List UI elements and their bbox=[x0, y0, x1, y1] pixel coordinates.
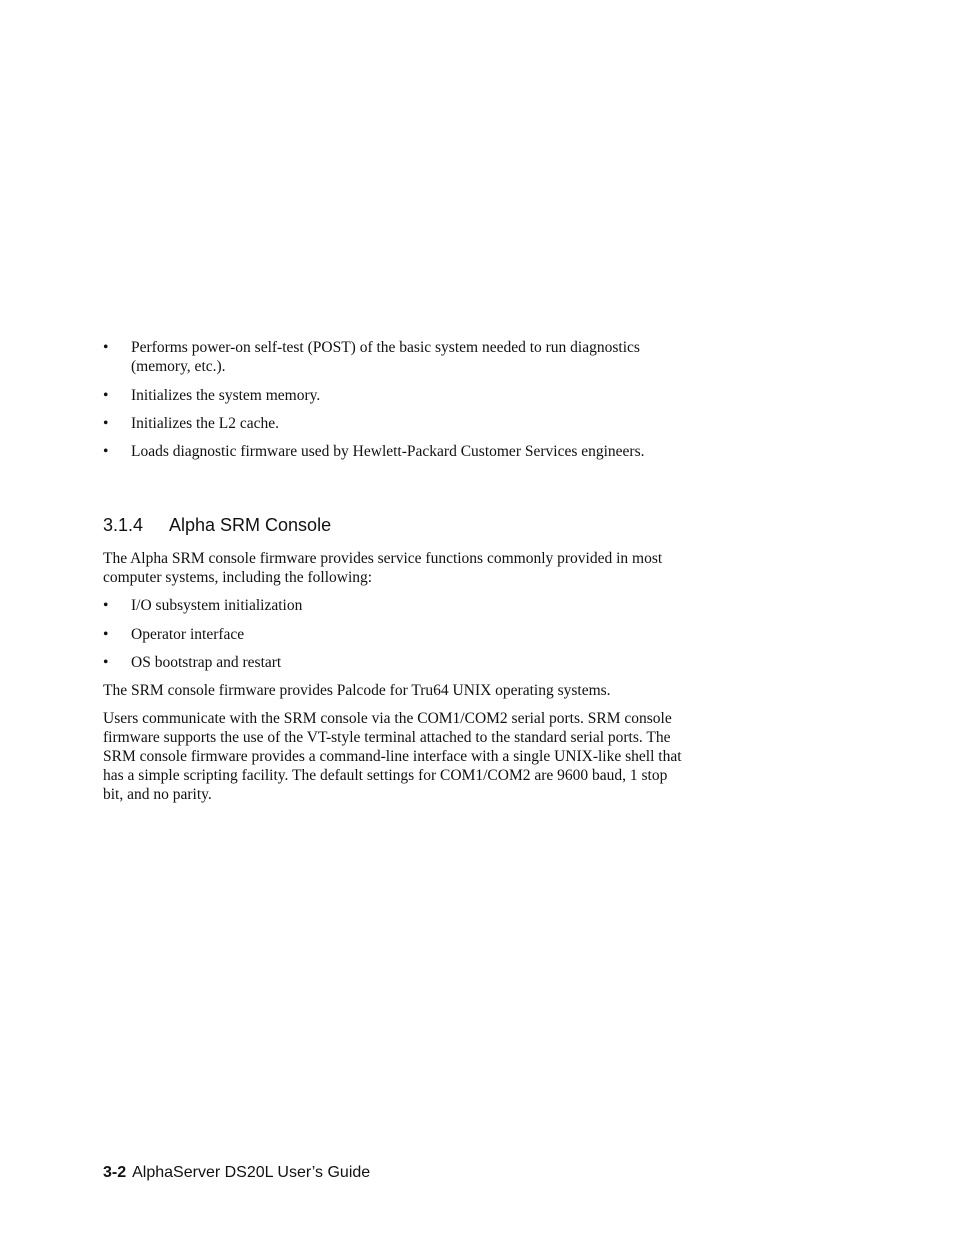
list-item: • I/O subsystem initialization bbox=[103, 597, 303, 614]
page-number: 3-2 bbox=[103, 1164, 127, 1181]
intro-paragraph: The Alpha SRM console firmware provides service functions commonly provided in most computer systems, including the following: bbox=[103, 550, 663, 586]
list-item: • Initializes the L2 cache. bbox=[103, 415, 280, 432]
section-body bbox=[103, 549, 693, 804]
section-bullet-list bbox=[103, 596, 693, 672]
list-item: • OS bootstrap and restart bbox=[103, 654, 282, 671]
footer-title: AlphaServer DS20L User’s Guide bbox=[132, 1164, 371, 1181]
section-heading bbox=[103, 515, 331, 536]
list-item: • Performs power-on self-test (POST) of the basic system needed to run diagnostics (memory, etc.). bbox=[103, 339, 640, 375]
list-item-text: Performs power-on self-test (POST) of the basic system needed to run diagnostics (memory, etc.). bbox=[131, 339, 640, 375]
page-footer bbox=[103, 1164, 370, 1182]
palcode-paragraph: The SRM console firmware provides Palcode for Tru64 UNIX operating systems. bbox=[103, 682, 611, 699]
list-item-text: Loads diagnostic firmware used by Hewlett-Packard Customer Services engineers. bbox=[131, 443, 645, 460]
top-bullet-list bbox=[103, 338, 693, 461]
list-item: • Loads diagnostic firmware used by Hewlett-Packard Customer Services engineers. bbox=[103, 443, 645, 460]
list-item: • Initializes the system memory. bbox=[103, 387, 321, 404]
communication-paragraph: Users communicate with the SRM console via the COM1/COM2 serial ports. SRM console firmware supports the use of the VT-style terminal attached to the standard serial ports. The SRM console firmware provides a command-line interface with a single UNIX-like shell that has a simple scripting facility. The default settings for COM1/COM2 are 9600 baud, 1 stop bit, and no parity. bbox=[103, 710, 682, 803]
list-item: • Operator interface bbox=[103, 626, 245, 643]
list-item-text: Initializes the system memory. bbox=[131, 387, 321, 404]
list-item-text: Initializes the L2 cache. bbox=[131, 415, 280, 432]
list-item-text: Operator interface bbox=[131, 626, 245, 643]
list-item-text: OS bootstrap and restart bbox=[131, 654, 282, 671]
section-title: Alpha SRM Console bbox=[169, 515, 332, 535]
section-number: 3.1.4 bbox=[103, 515, 144, 535]
list-item-text: I/O subsystem initialization bbox=[131, 597, 303, 614]
